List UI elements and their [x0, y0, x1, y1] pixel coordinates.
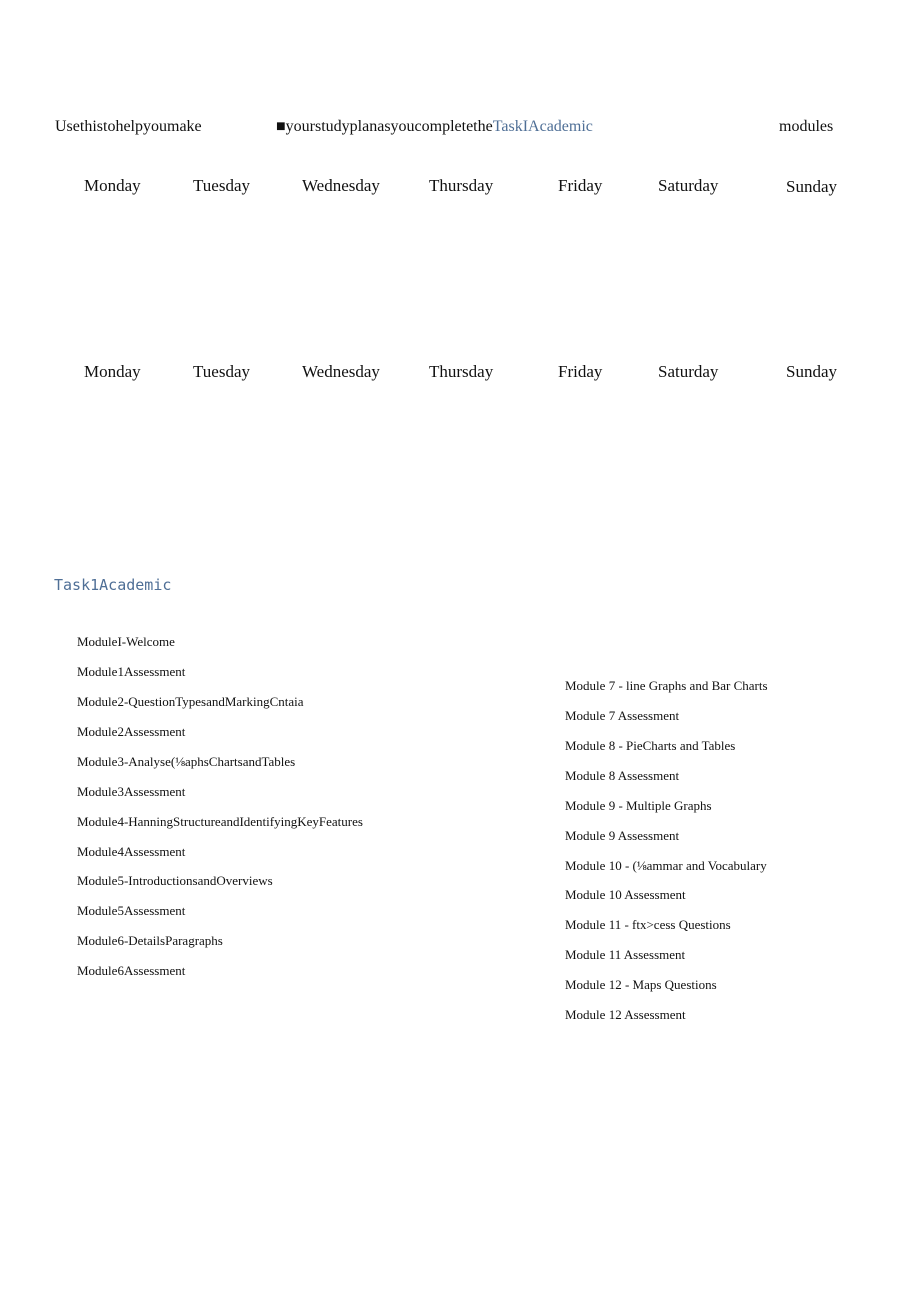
module-list-item: ModuleI-Welcome: [77, 634, 175, 649]
week-2-day-sunday: Sunday: [786, 362, 837, 381]
section-title: Task1Academic: [54, 576, 172, 594]
intro-text-middle: [276, 118, 593, 136]
module-list-item: Module 12 Assessment: [565, 1007, 686, 1022]
module-list-item: Module6Assessment: [77, 963, 186, 978]
intro-text-end: modules: [779, 118, 834, 135]
module-list-item: Module2-QuestionTypesandMarkingCntaia: [77, 694, 304, 709]
module-list-item: Module 8 Assessment: [565, 768, 680, 783]
module-list-item: Module2Assessment: [77, 724, 186, 739]
week-2-day-monday: Monday: [84, 362, 141, 381]
week-1-day-friday: Friday: [558, 176, 603, 195]
module-list-item: Module3-Analyse(⅛aphsChartsandTables: [77, 754, 296, 769]
module-list-item: Module 11 - ftx>cess Questions: [565, 917, 731, 932]
module-list-item: Module5-IntroductionsandOverviews: [77, 873, 273, 888]
module-list-item: Module 11 Assessment: [565, 947, 686, 962]
week-1-day-wednesday: Wednesday: [302, 176, 380, 195]
module-list-item: Module 9 - Multiple Graphs: [565, 798, 712, 813]
module-list-item: Module 9 Assessment: [565, 828, 680, 843]
week-2-day-thursday: Thursday: [429, 362, 494, 381]
module-list-item: Module4-HanningStructureandIdentifyingKeyFeatures: [77, 814, 363, 829]
intro-text-plan: ■yourstudyplanasyoucompletethe: [276, 118, 493, 135]
module-list-item: Module 10 - (⅛ammar and Vocabulary: [565, 858, 767, 873]
module-list-item: Module4Assessment: [77, 844, 186, 859]
module-list-item: Module 12 - Maps Questions: [565, 977, 717, 992]
week-1-day-saturday: Saturday: [658, 176, 719, 195]
week-1-day-tuesday: Tuesday: [193, 176, 250, 195]
module-list-item: Module1Assessment: [77, 664, 186, 679]
module-list-item: Module 7 Assessment: [565, 708, 680, 723]
module-list-item: Module 7 - line Graphs and Bar Charts: [565, 678, 768, 693]
week-1-day-thursday: Thursday: [429, 176, 494, 195]
week-1-day-sunday: Sunday: [786, 177, 837, 196]
week-2-day-friday: Friday: [558, 362, 603, 381]
module-list-item: Module6-DetailsParagraphs: [77, 933, 223, 948]
module-list-item: Module 8 - PieCharts and Tables: [565, 738, 736, 753]
week-1-day-monday: Monday: [84, 176, 141, 195]
module-list-item: Module 10 Assessment: [565, 887, 686, 902]
week-2-day-saturday: Saturday: [658, 362, 719, 381]
week-2-day-wednesday: Wednesday: [302, 362, 380, 381]
intro-text-start: Usethistohelpyoumake: [55, 118, 202, 135]
module-list-item: Module5Assessment: [77, 903, 186, 918]
intro-course-name: TaskIAcademic: [492, 118, 593, 135]
week-2-day-tuesday: Tuesday: [193, 362, 250, 381]
module-list-item: Module3Assessment: [77, 784, 186, 799]
